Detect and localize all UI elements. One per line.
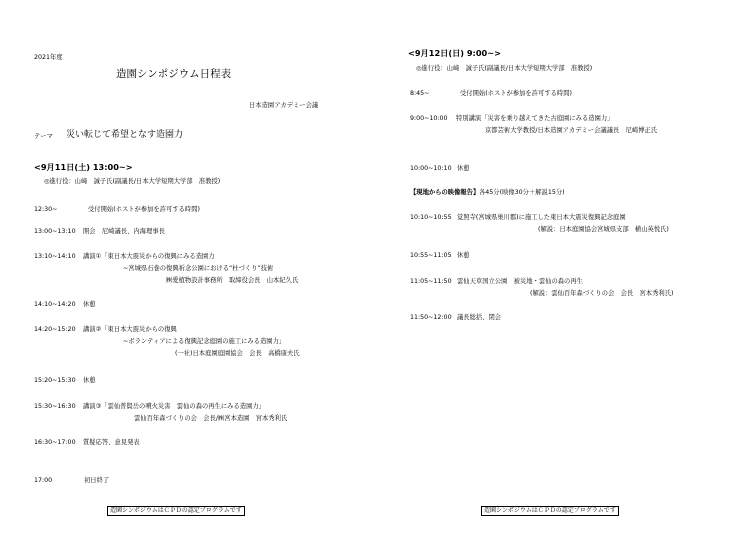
schedule-text: 休憩 xyxy=(83,377,96,384)
year-label: 2021年度 xyxy=(34,54,63,61)
schedule-speaker: (一社)日本庭園庭園協会 会長 高橋康夫氏 xyxy=(175,350,300,357)
schedule-speaker: (解説：雲仙百年森づくりの会 会長 宮本秀利氏) xyxy=(530,290,674,297)
schedule-time: 14:20~15:20 xyxy=(34,326,76,333)
schedule-speaker: (解説：日本庭園協会宮城県支部 横山英悦氏) xyxy=(538,226,669,233)
schedule-time: 14:10~14:20 xyxy=(34,301,76,308)
schedule-speaker: ㈱愛植物設計事務所 取締役会長 山本紀久氏 xyxy=(166,277,299,284)
schedule-time: 17:00 xyxy=(34,477,53,484)
schedule-time: 11:05~11:50 xyxy=(410,278,452,285)
video-report-text: 各45分(映像30分＋解説15分) xyxy=(479,189,565,196)
schedule-text: 初日終了 xyxy=(84,477,110,484)
organizer: 日本造園アカデミー会議 xyxy=(249,102,319,109)
day1-header: <9月11日(土) 13:00~> xyxy=(34,162,133,172)
schedule-time: 12:30~ xyxy=(34,206,58,213)
schedule-time: 16:30~17:00 xyxy=(34,439,76,446)
schedule-text: 質疑応答、意見発表 xyxy=(83,439,140,446)
theme-label: テーマ xyxy=(34,133,53,140)
schedule-time: 10:00~10:10 xyxy=(410,165,452,172)
schedule-time: 8:45~ xyxy=(410,90,430,97)
theme-text: 災い転じて希望となす造園力 xyxy=(66,130,184,140)
schedule-text: 休憩 xyxy=(457,252,470,259)
schedule-time: 13:10~14:10 xyxy=(34,253,76,260)
page-title: 造園シンポジウム日程表 xyxy=(116,68,232,80)
video-report-label: 【現地からの映像報告】 xyxy=(410,189,480,196)
schedule-text: 講演①「東日本大震災からの復興にみる造園力 xyxy=(83,253,215,260)
schedule-text: 受付開始(ホストが参加を許可する時間) xyxy=(88,206,200,213)
schedule-subtitle: ~ボランティアによる復興記念庭園の施工にみる造園力」 xyxy=(123,338,286,345)
schedule-time: 10:10~10:55 xyxy=(410,214,452,221)
day2-moderator: ◎進行役：山﨑 誠子氏(副議長/日本大学短期大学部 准教授) xyxy=(416,65,593,72)
day1-moderator: ◎進行役：山﨑 誠子氏(副議長/日本大学短期大学部 准教授) xyxy=(44,178,221,185)
schedule-text: 休憩 xyxy=(457,165,470,172)
schedule-time: 10:55~11:05 xyxy=(410,252,452,259)
schedule-time: 9:00~10:00 xyxy=(410,115,448,122)
schedule-text: 受付開始(ホストが参加を許可する時間) xyxy=(460,90,572,97)
schedule-subtitle: ~宮城県石巻の復興祈念公園における“杜づくり”技術 xyxy=(123,265,274,272)
schedule-text: 議長総括、閉会 xyxy=(457,314,502,321)
schedule-speaker: 雲仙百年森づくりの会 会長/㈱宮本造園 宮本秀利氏 xyxy=(134,415,288,422)
cpd-notice: 造園シンポジウムはＣＰＤの認定プログラムです xyxy=(481,506,619,516)
schedule-text: 覚照寺(宮城県巣川郡)に施工した東日本大震災復興記念庭園 xyxy=(457,214,626,221)
schedule-time: 13:00~13:10 xyxy=(34,228,76,235)
schedule-text: 特別講演「災害を乗り越えてきた古庭園にみる造園力」 xyxy=(456,115,614,122)
schedule-text: 開会 尼崎議長、内海理事長 xyxy=(83,228,165,235)
schedule-text: 講演③「雲仙普賢岳の噴火災害 雲仙の森の再生にみる造園力」 xyxy=(83,403,265,410)
schedule-speaker: 京都芸術大学教授/日本造園アカデミー会議議長 尼崎博正氏 xyxy=(485,127,658,134)
day2-header: <9月12日(日) 9:00~> xyxy=(408,48,501,58)
schedule-text: 雲仙天草国立公園 被災地・雲仙の森の再生 xyxy=(457,278,583,285)
schedule-time: 15:30~16:30 xyxy=(34,403,76,410)
schedule-time: 15:20~15:30 xyxy=(34,377,76,384)
schedule-text: 休憩 xyxy=(83,301,96,308)
schedule-text: 講演②「東日本大震災からの復興 xyxy=(83,326,177,333)
schedule-time: 11:50~12:00 xyxy=(410,314,452,321)
cpd-notice: 造園シンポジウムはＣＰＤの認定プログラムです xyxy=(107,506,245,516)
